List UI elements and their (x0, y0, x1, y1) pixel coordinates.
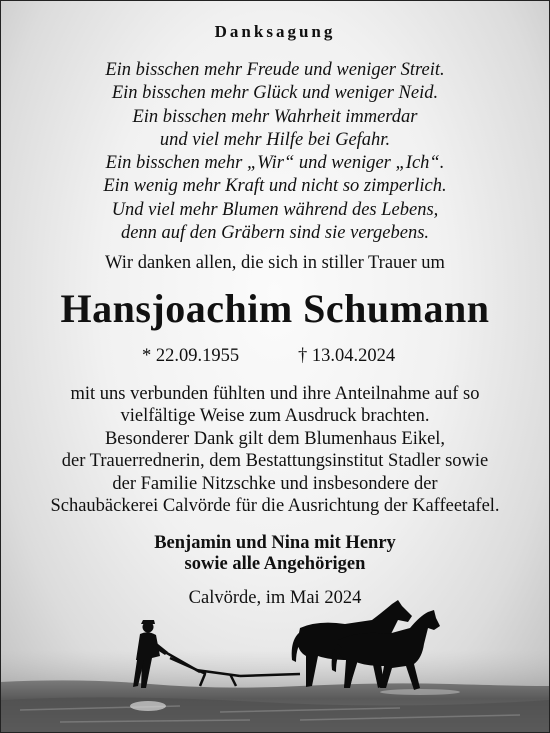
thanks-line: mit uns verbunden fühlten und ihre Anteilnahme auf so (70, 384, 480, 404)
thanks-line: Schaubäckerei Calvörde für die Ausrichtung der Kaffeetafel. (50, 496, 500, 517)
poem (0, 59, 550, 245)
birth-date: * 22.09.1955 (142, 346, 240, 366)
signer-line: sowie alle Angehörigen (184, 554, 366, 574)
poem-line: Ein wenig mehr Kraft und nicht so zimperlich. (103, 176, 447, 197)
deceased-name: Hansjoachim Schumann (60, 286, 490, 331)
plowing-silhouette-image (0, 560, 550, 733)
poem-line: Ein bisschen mehr „Wir“ und weniger „Ich“. (105, 153, 445, 174)
poem-line: denn auf den Gräbern sind sie vergebens. (120, 223, 430, 244)
thanks-text (0, 383, 550, 517)
heading: Danksagung (214, 22, 336, 41)
thanks-line: der Familie Nitzschke und insbesondere der (112, 473, 438, 494)
intro-text: Wir danken allen, die sich in stiller Trauer um (105, 253, 445, 273)
thanks-line: der Trauerrednerin, dem Bestattungsinstitut Stadler sowie (61, 451, 489, 472)
poem-line: Ein bisschen mehr Freude und weniger Streit. (105, 60, 445, 80)
poem-line: Und viel mehr Blumen während des Lebens, (111, 199, 439, 220)
place-date: Calvörde, im Mai 2024 (188, 588, 362, 608)
thanks-line: vielfältige Weise zum Ausdruck brachten. (120, 406, 430, 427)
poem-line: Ein bisschen mehr Glück und weniger Neid. (111, 83, 439, 104)
life-dates (0, 346, 550, 370)
poem-line: und viel mehr Hilfe bei Gefahr. (159, 129, 391, 150)
death-date: † 13.04.2024 (298, 346, 396, 366)
signer-line: Benjamin und Nina mit Henry (154, 533, 396, 553)
thanks-line: Besonderer Dank gilt dem Blumenhaus Eikel, (104, 428, 446, 449)
poem-line: Ein bisschen mehr Wahrheit immerdar (132, 106, 418, 127)
